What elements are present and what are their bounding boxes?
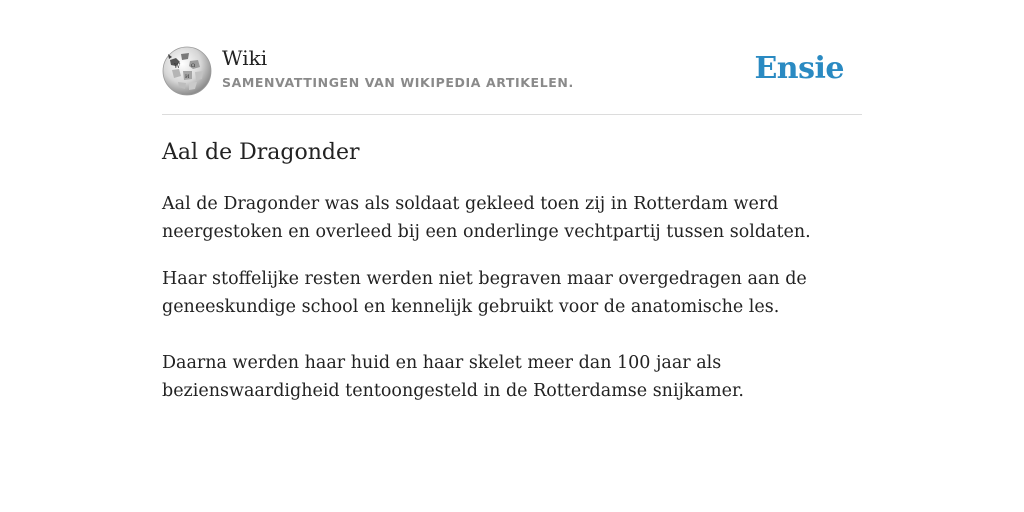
- article-paragraph: [162, 265, 862, 321]
- svg-text:Ω: Ω: [191, 63, 196, 69]
- article-paragraph: [162, 349, 862, 405]
- paragraph-line: Aal de Dragonder was als soldaat gekleed toen zij in Rotterdam werd: [162, 194, 779, 214]
- paragraph-line: neergestoken en overleed bij een onderlinge vechtpartij tussen soldaten.: [162, 222, 811, 242]
- svg-text:W: W: [174, 63, 181, 70]
- paragraph-line: bezienswaardigheid tentoongesteld in de Rotterdamse snijkamer.: [162, 381, 744, 401]
- ensie-brand-logo[interactable]: Ensie: [754, 51, 844, 86]
- site-tagline: SAMENVATTINGEN VAN WIKIPEDIA ARTIKELEN.: [222, 75, 574, 90]
- wikipedia-globe-icon[interactable]: [162, 46, 212, 96]
- article-title: Aal de Dragonder: [162, 140, 360, 165]
- svg-text:И: И: [185, 74, 190, 80]
- site-header: [162, 44, 862, 115]
- paragraph-line: Haar stoffelijke resten werden niet begraven maar overgedragen aan de: [162, 269, 807, 289]
- paragraph-line: Daarna werden haar huid en haar skelet meer dan 100 jaar als: [162, 353, 722, 373]
- site-name[interactable]: Wiki: [222, 46, 268, 70]
- article-paragraph: [162, 190, 862, 246]
- paragraph-line: geneeskundige school en kennelijk gebruikt voor de anatomische les.: [162, 297, 780, 317]
